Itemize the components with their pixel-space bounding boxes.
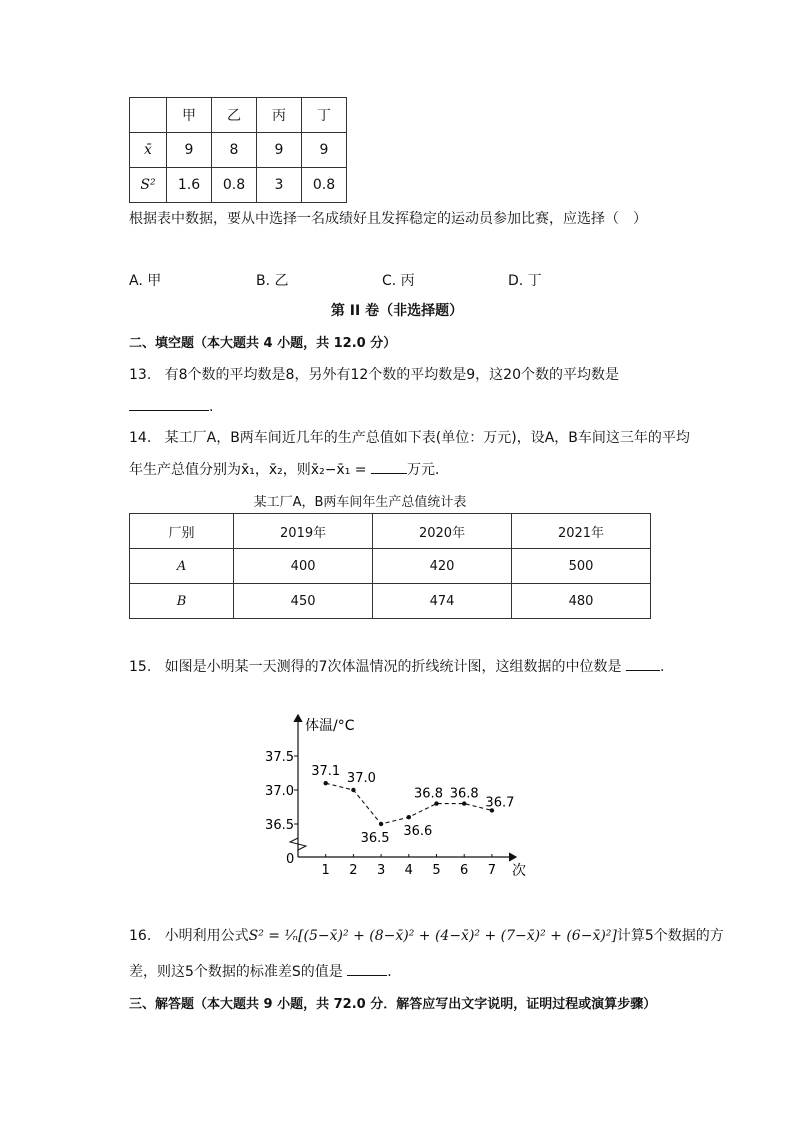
table-header-row xyxy=(130,98,347,133)
part2-title: 第 II 卷（非选择题） xyxy=(330,303,464,319)
q16-lead: 小明利用公式 xyxy=(164,928,249,944)
option-d: D. 丁 xyxy=(508,273,542,289)
x-tick-label: 6 xyxy=(460,863,469,878)
y-axis-label: 体温/°C xyxy=(305,718,355,734)
table-cell: 500 xyxy=(512,549,651,584)
temperature-line-chart xyxy=(250,705,540,885)
table-header-cell: 2021年 xyxy=(512,514,651,549)
data-label: 36.6 xyxy=(403,824,433,840)
x-tick-label: 4 xyxy=(404,863,413,878)
table-header-row xyxy=(130,514,651,549)
q16-tail: 计算5个数据的方 xyxy=(616,928,724,944)
q14-number: 14. xyxy=(129,430,152,446)
table-row xyxy=(130,133,347,168)
q12-question-text: 根据表中数据，要从中选择一名成绩好且发挥稳定的运动员参加比赛，应选择（ ） xyxy=(129,211,647,227)
x-tick-label: 1 xyxy=(321,863,330,878)
answer-blank xyxy=(626,656,660,671)
answer-blank xyxy=(371,459,407,474)
data-label: 36.8 xyxy=(449,786,479,802)
data-point xyxy=(462,801,466,805)
row-label: x̄ xyxy=(130,133,167,168)
data-point xyxy=(351,788,355,792)
q15-text: 如图是小明某一天测得的7次体温情况的折线统计图，这组数据的中位数是 xyxy=(164,659,622,675)
data-point xyxy=(324,781,328,785)
x-tick-label: 5 xyxy=(432,863,441,878)
q13-end: . xyxy=(209,399,214,415)
data-label: 36.7 xyxy=(485,795,515,811)
table-header-cell: 丁 xyxy=(302,98,347,133)
table-cell: 1.6 xyxy=(167,168,212,203)
table-cell: 480 xyxy=(512,584,651,619)
x-tick-label: 7 xyxy=(487,863,497,878)
origin-label: 0 xyxy=(286,852,295,867)
option-c: C. 丙 xyxy=(382,273,415,289)
x-tick-label: 2 xyxy=(349,863,358,878)
table-cell: 474 xyxy=(373,584,512,619)
y-tick-label: 36.5 xyxy=(265,818,294,833)
q16-end: . xyxy=(387,964,392,980)
table-cell: 9 xyxy=(257,133,302,168)
table-row xyxy=(130,584,651,619)
data-point xyxy=(379,822,383,826)
table-header-cell: 2020年 xyxy=(373,514,512,549)
table-header-cell: 2019年 xyxy=(234,514,373,549)
option-b: B. 乙 xyxy=(256,273,289,289)
q13-text: 有8个数的平均数是8，另外有12个数的平均数是9，这20个数的平均数是 xyxy=(164,367,619,383)
x-axis-label: 次 xyxy=(512,863,526,879)
q14-line2 xyxy=(129,459,449,479)
row-label: B xyxy=(130,584,234,619)
q16-number: 16. xyxy=(129,928,152,944)
section3-heading: 三、解答题（本大题共 9 小题，共 72.0 分．解答应写出文字说明，证明过程或演算步骤） xyxy=(129,997,657,1012)
table-row xyxy=(130,549,651,584)
q13-answer-line xyxy=(129,396,213,415)
q15-number: 15. xyxy=(129,659,152,675)
score-variance-table xyxy=(129,97,347,203)
data-label: 37.1 xyxy=(311,764,341,780)
x-tick-label: 3 xyxy=(376,863,386,878)
answer-blank xyxy=(129,396,209,411)
table-cell: 450 xyxy=(234,584,373,619)
table-row xyxy=(130,168,347,203)
data-label: 37.0 xyxy=(346,771,376,786)
answer-blank xyxy=(347,961,387,976)
table-header-cell: 厂别 xyxy=(130,514,234,549)
y-tick-label: 37.0 xyxy=(265,784,294,799)
option-a: A. 甲 xyxy=(129,273,162,289)
q14-text-2b: 万元． xyxy=(406,462,449,478)
data-point xyxy=(407,815,411,819)
q16-line2 xyxy=(129,961,392,981)
q14-text: 某工厂A，B两车间近几年的生产总值如下表(单位：万元)，设A，B车间这三年的平均 xyxy=(164,430,690,446)
q13-number: 13. xyxy=(129,367,152,383)
row-label: A xyxy=(130,549,234,584)
q16-line1 xyxy=(129,925,724,945)
data-point xyxy=(434,801,438,805)
q16-text-2: 差，则这5个数据的标准差S的值是 xyxy=(129,964,343,980)
row-label: S² xyxy=(130,168,167,203)
table-header-cell: 乙 xyxy=(212,98,257,133)
q15-end: . xyxy=(659,659,665,675)
q13-line xyxy=(129,364,619,384)
q14-table-title: 某工厂A，B两车间年生产总值统计表 xyxy=(253,495,467,510)
y-tick-label: 37.5 xyxy=(265,750,294,765)
data-label: 36.8 xyxy=(414,786,443,802)
data-label: 36.5 xyxy=(360,831,390,846)
q14-text-2a: 年生产总值分别为x̄₁，x̄₂，则x̄₂−x̄₁ = xyxy=(129,462,367,478)
table-header-cell xyxy=(130,98,167,133)
table-cell: 3 xyxy=(257,168,302,203)
section2-heading: 二、填空题（本大题共 4 小题，共 12.0 分） xyxy=(129,336,397,351)
table-header-cell: 甲 xyxy=(167,98,212,133)
variance-formula: S² = ¹⁄ₙ[(5−x̄)² + (8−x̄)² + (4−x̄)² + (7−x̄)² + (6−x̄)²] xyxy=(248,928,617,944)
table-cell: 420 xyxy=(373,549,512,584)
q14-line1 xyxy=(129,427,690,447)
table-cell: 8 xyxy=(212,133,257,168)
production-value-table xyxy=(129,513,651,619)
table-cell: 9 xyxy=(302,133,347,168)
q15-line xyxy=(129,656,664,676)
table-cell: 9 xyxy=(167,133,212,168)
table-cell: 0.8 xyxy=(302,168,347,203)
table-cell: 400 xyxy=(234,549,373,584)
table-header-cell: 丙 xyxy=(257,98,302,133)
chart-marks xyxy=(265,750,514,878)
table-cell: 0.8 xyxy=(212,168,257,203)
